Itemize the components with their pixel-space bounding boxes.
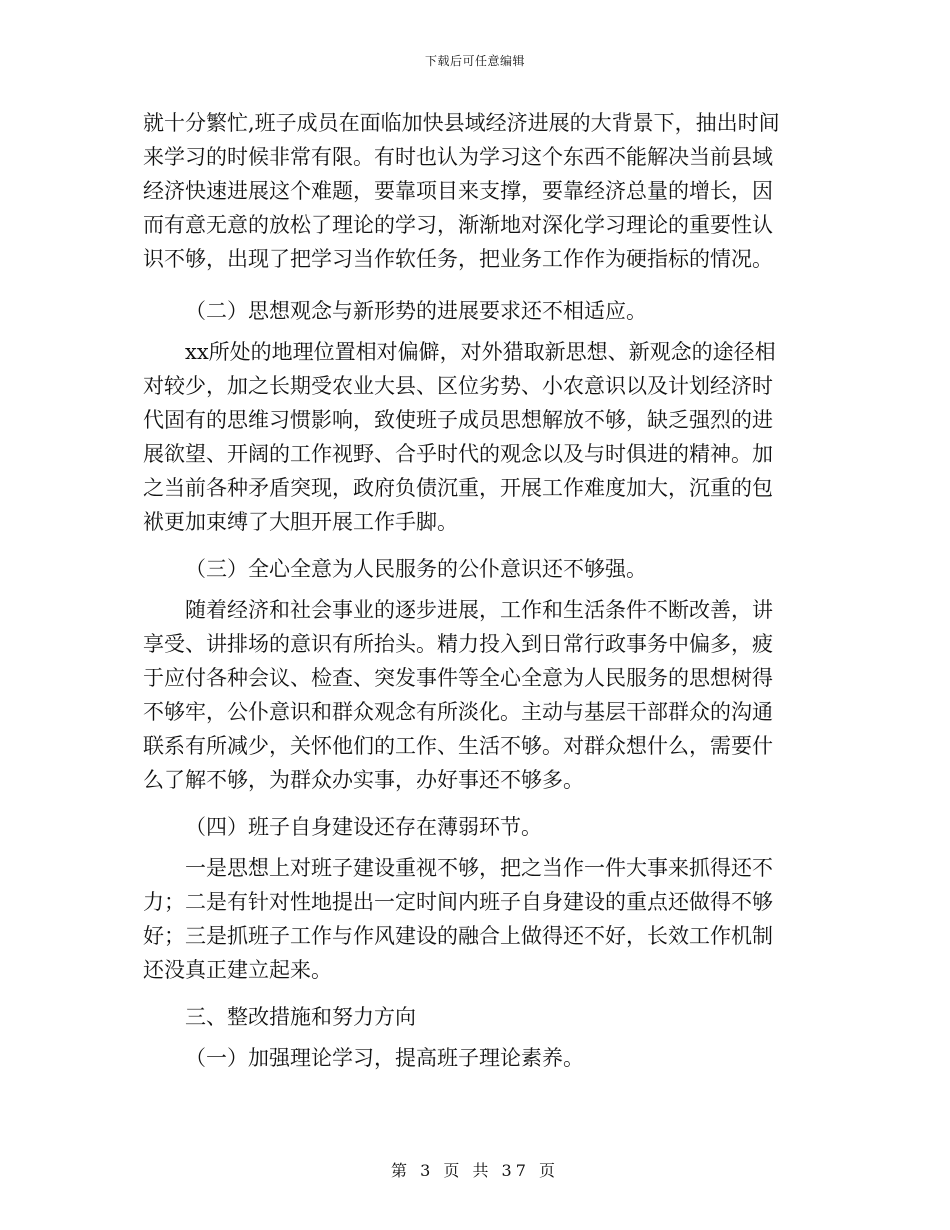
paragraph-line: 随着经济和社会事业的逐步进展，工作和生活条件不断改善，讲 <box>185 598 773 622</box>
paragraph-line: 一是思想上对班子建设重视不够，把之当作一件大事来抓得还不 <box>185 856 773 880</box>
paragraph-line: 而有意无意的放松了理论的学习，渐渐地对深化学习理论的重要性认 <box>143 213 773 237</box>
paragraph-line: 展欲望、开阔的工作视野、合乎时代的观念以及与时俱进的精神。加 <box>143 442 773 466</box>
paragraph-line: 不够牢，公仆意识和群众观念有所淡化。主动与基层干部群众的沟通 <box>143 700 773 724</box>
paragraph-line: 就十分繁忙,班子成员在面临加快县域经济进展的大背景下，抽出时间 <box>143 111 780 135</box>
paragraph-line: 好；三是抓班子工作与作风建设的融合上做得还不好，长效工作机制 <box>143 924 773 948</box>
paragraph-line: 之当前各种矛盾突现，政府负债沉重，开展工作难度加大，沉重的包 <box>143 476 773 500</box>
section-heading: （一）加强理论学习，提高班子理论素养。 <box>185 1046 584 1070</box>
paragraph-line: 享受、讲排场的意识有所抬头。精力投入到日常行政事务中偏多，疲 <box>143 632 773 656</box>
section-heading: （二）思想观念与新形势的进展要求还不相适应。 <box>185 299 647 323</box>
paragraph-line: 还没真正建立起来。 <box>143 958 332 982</box>
page-header: 下载后可任意编辑 <box>424 54 525 68</box>
paragraph-line: 识不够，出现了把学习当作软任务，把业务工作作为硬指标的情况。 <box>143 247 773 271</box>
paragraph-line: 袱更加束缚了大胆开展工作手脚。 <box>143 510 458 534</box>
section-heading: 三、整改措施和努力方向 <box>185 1005 416 1029</box>
paragraph-line: 联系有所减少，关怀他们的工作、生活不够。对群众想什么，需要什 <box>143 734 773 758</box>
page-footer: 第 3 页 共 37 页 <box>391 1161 559 1180</box>
paragraph-line: 于应付各种会议、检查、突发事件等全心全意为人民服务的思想树得 <box>143 666 773 690</box>
paragraph-line: xx所处的地理位置相对偏僻，对外猎取新思想、新观念的途径相 <box>185 340 776 364</box>
paragraph-line: 经济快速进展这个难题，要靠项目来支撑，要靠经济总量的增长，因 <box>143 179 773 203</box>
section-heading: （三）全心全意为人民服务的公仆意识还不够强。 <box>185 557 647 581</box>
paragraph-line: 力；二是有针对性地提出一定时间内班子自身建设的重点还做得不够 <box>143 890 773 914</box>
section-heading: （四）班子自身建设还存在薄弱环节。 <box>185 815 542 839</box>
paragraph-line: 对较少，加之长期受农业大县、区位劣势、小农意识以及计划经济时 <box>143 374 773 398</box>
paragraph-line: 么了解不够，为群众办实事，办好事还不够多。 <box>143 768 584 792</box>
paragraph-line: 来学习的时候非常有限。有时也认为学习这个东西不能解决当前县域 <box>143 145 773 169</box>
paragraph-line: 代固有的思维习惯影响，致使班子成员思想解放不够，缺乏强烈的进 <box>143 408 773 432</box>
